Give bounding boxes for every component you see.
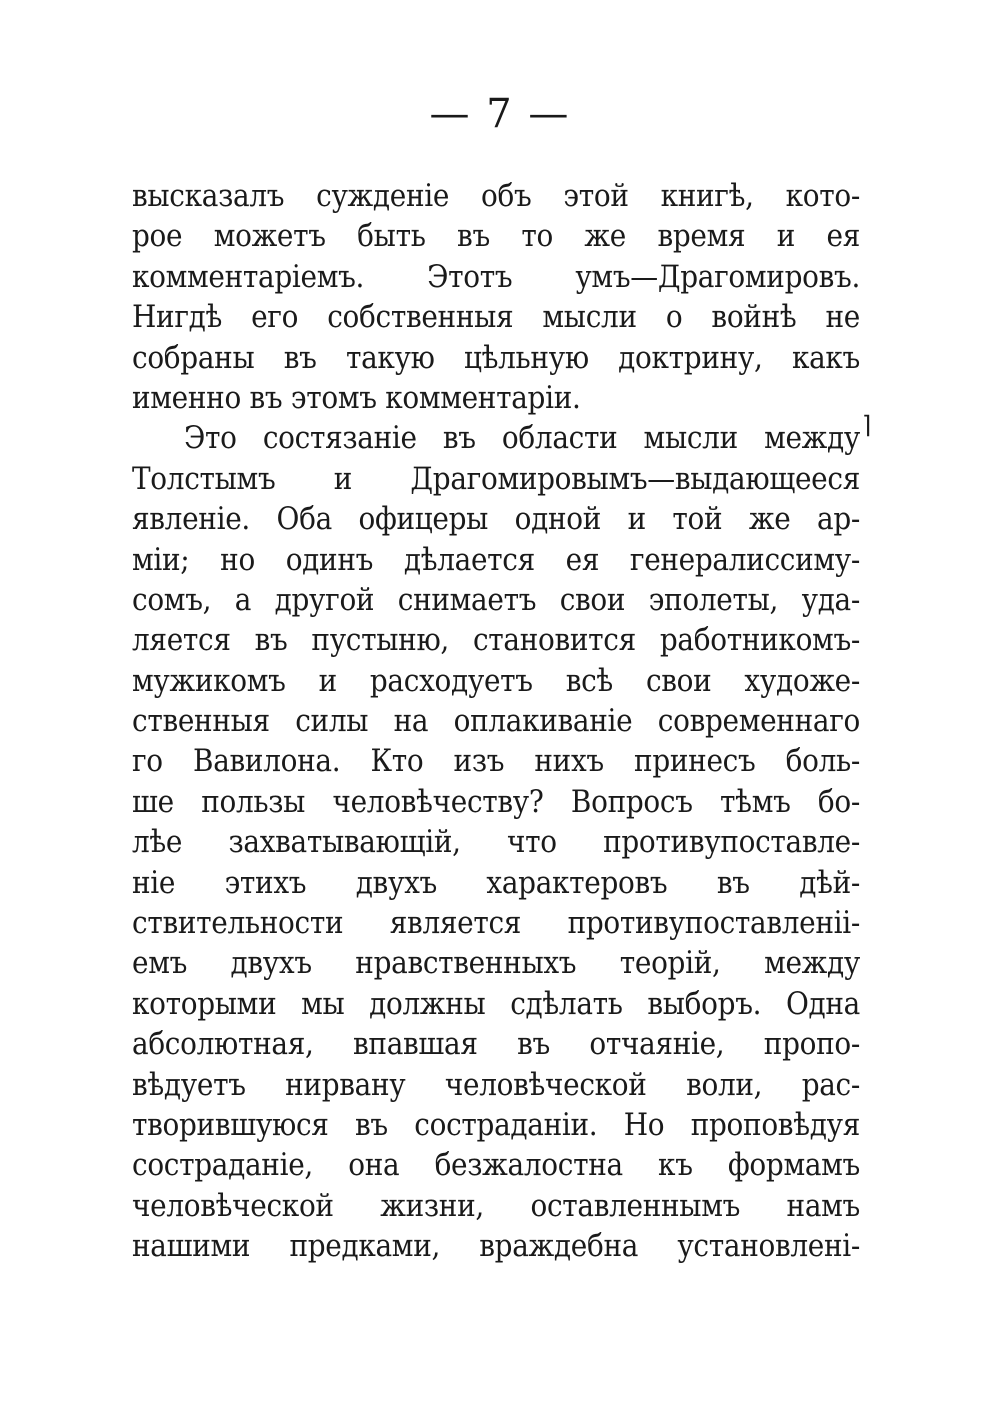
text-line: лѣе захватывающій, что противупоставле- <box>132 824 860 861</box>
text-line: Нигдѣ его собственныя мысли о войнѣ не <box>132 299 860 336</box>
text-line: ше пользы человѣчеству? Вопросъ тѣмъ бо- <box>132 783 860 820</box>
text-line: Это состязаніе въ области мысли между <box>184 420 860 457</box>
text-line: явленіе. Оба офицеры одной и той же ар- <box>132 501 860 538</box>
text-line: ляется въ пустыню, становится работникомъ- <box>132 622 860 659</box>
text-line: человѣческой жизни, оставленнымъ намъ <box>132 1187 860 1224</box>
text-line: рое можетъ быть въ то же время и ея <box>132 218 860 255</box>
text-line: емъ двухъ нравственныхъ теорій, между <box>132 945 860 982</box>
body-text <box>132 176 860 1267</box>
text-line: ніе этихъ двухъ характеровъ въ дѣй- <box>132 864 860 901</box>
page-number: — 7 — <box>429 91 571 137</box>
text-line: творившуюся въ состраданіи. Но проповѣдуя <box>132 1106 860 1143</box>
text-line: именно въ этомъ комментаріи. <box>132 379 581 416</box>
text-line: состраданіе, она безжалостна къ формамъ <box>132 1147 860 1184</box>
text-line: вѣдуетъ нирвану человѣческой воли, рас- <box>132 1066 860 1103</box>
text-line: которыми мы должны сдѣлать выборъ. Одна <box>132 985 860 1022</box>
text-line: комментаріемъ. Этотъ умъ—Драгомировъ. <box>132 258 860 295</box>
text-line: собраны въ такую цѣльную доктрину, какъ <box>132 339 860 376</box>
text-line: абсолютная, впавшая въ отчаяніе, пропо- <box>132 1026 860 1063</box>
text-line: нашими предками, враждебна установлені- <box>132 1228 860 1265</box>
text-line: міи; но одинъ дѣлается ея генералиссиму- <box>132 541 860 578</box>
text-line: мужикомъ и расходуетъ всѣ свои художе- <box>132 662 860 699</box>
text-line: Толстымъ и Драгомировымъ—выдающееся <box>132 460 860 497</box>
text-line: ствительности является противупоставленіі- <box>132 905 860 942</box>
text-line: сомъ, а другой снимаетъ свои эполеты, уда- <box>132 581 860 618</box>
text-line: го Вавилона. Кто изъ нихъ принесъ боль- <box>132 743 860 780</box>
margin-bracket-mark: ⌉ <box>862 411 872 439</box>
text-line: ственныя силы на оплакиваніе современнаго <box>132 703 860 740</box>
text-line: высказалъ сужденіе объ этой книгѣ, кото- <box>132 178 860 214</box>
